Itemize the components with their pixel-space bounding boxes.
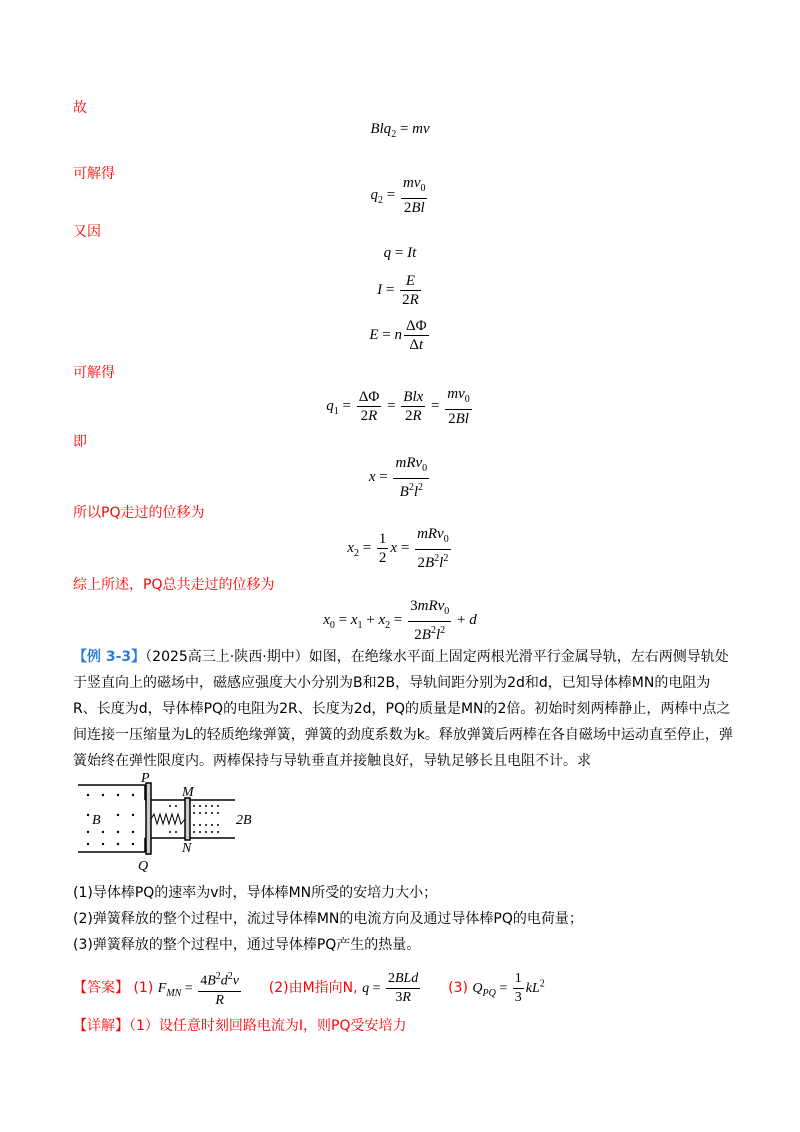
- equation-q-it: q = It: [383, 245, 417, 261]
- label-kejiede-2: 可解得: [73, 365, 115, 381]
- answer: 【答案】 (1) $F_{MN}$ = $\frac{4B^2d^2v}{R}$ (2)由M指向N, q = $\frac{\text{2BLd}}{3R}$ (3) $Q_{PQ}$ = $\frac{1}{3}$ $kL^2$: [73, 968, 733, 1010]
- label-m: M: [182, 785, 194, 800]
- equation-q1: $q_1$ = $\frac{\Delta\Phi}{2R}$ = $\frac{\text{Blx}}{2R}$ = $\frac{mv_0}{2Bl}$: [326, 386, 470, 427]
- rails-diagram: [70, 770, 270, 878]
- detail-tag: 【详解】: [73, 1018, 129, 1034]
- label-ji: 即: [73, 434, 87, 450]
- questions: [73, 880, 733, 958]
- label-gu: 故: [73, 100, 87, 116]
- label-b: B: [92, 813, 101, 828]
- label-q: Q: [138, 859, 149, 874]
- example-text: 如图，在绝缘水平面上固定两根光滑平行金属导轨，左右两侧导轨处于竖直向上的磁场中，磁感应强度大小分别为B和2B，导轨间距分别为2d和d，已知导体棒MN的电阻为R、长度为d，导体棒PQ的电阻为2R、长度为2d，PQ的质量是MN的2倍。初始时刻两棒静止，两棒中点之间连接一压缩量为L的轻质绝缘弹簧，弹簧的劲度系数为k。释放弹簧后两棒在各自磁场中运动直至停止，弹簧始终在弹性限度内。两棒保持与导轨垂直并接触良好，导轨足够长且电阻不计。求: [73, 649, 733, 769]
- equation-x: x = $\frac{mRv_0}{B^2l^2}$: [368, 455, 428, 500]
- detail-text: （1）设任意时刻回路电流为I，则PQ受安培力: [129, 1018, 407, 1034]
- detail: [73, 1013, 733, 1039]
- question-1: (1)导体棒PQ的速率为v时，导体棒MN所受的安培力大小；: [73, 885, 438, 901]
- answer-tag: 【答案】: [73, 980, 129, 997]
- answer-part2: (2)由M指向N,: [268, 980, 358, 997]
- label-pq-displacement: 所以PQ走过的位移为: [73, 505, 205, 521]
- example-source: （2025高三上·陕西·期中）: [145, 649, 309, 665]
- label-p: P: [141, 771, 150, 786]
- label-kejiede-1: 可解得: [73, 166, 115, 182]
- label-2b: 2B: [236, 813, 252, 828]
- label-summary: 综上所述，PQ总共走过的位移为: [73, 577, 275, 593]
- answer-part1-label: (1): [133, 980, 154, 997]
- equation-x2: $x_2$ = $\frac{1}{2}$ x = $\frac{mRv_0}{2B^2l^2}$: [347, 526, 449, 571]
- answer-part3-label: (3): [448, 980, 468, 997]
- equation-i: I = $\frac{E}{2R}$: [377, 273, 419, 308]
- example-tag: 【例 3-3】: [73, 649, 146, 665]
- label-n: N: [182, 841, 192, 856]
- label-youyin: 又因: [73, 224, 101, 240]
- equation-q2: $q_2$ = $\frac{mv_0}{2Bl}$: [370, 175, 426, 216]
- equation-e: E = n $\frac{\Delta\Phi}{\Delta t}$: [369, 318, 427, 353]
- question-2: (2)弹簧释放的整个过程中，流过导体棒MN的电流方向及通过导体棒PQ的电荷量；: [73, 911, 583, 927]
- equation-blq2: Blq$_2$ = mv: [370, 121, 430, 140]
- question-3: (3)弹簧释放的整个过程中，通过导体棒PQ产生的热量。: [73, 937, 421, 953]
- example-paragraph: [73, 644, 733, 774]
- equation-x0: $x_0 = x_1 + x_2$ = $\frac{3mRv_0}{2B^2l^2}$ + d: [323, 598, 477, 643]
